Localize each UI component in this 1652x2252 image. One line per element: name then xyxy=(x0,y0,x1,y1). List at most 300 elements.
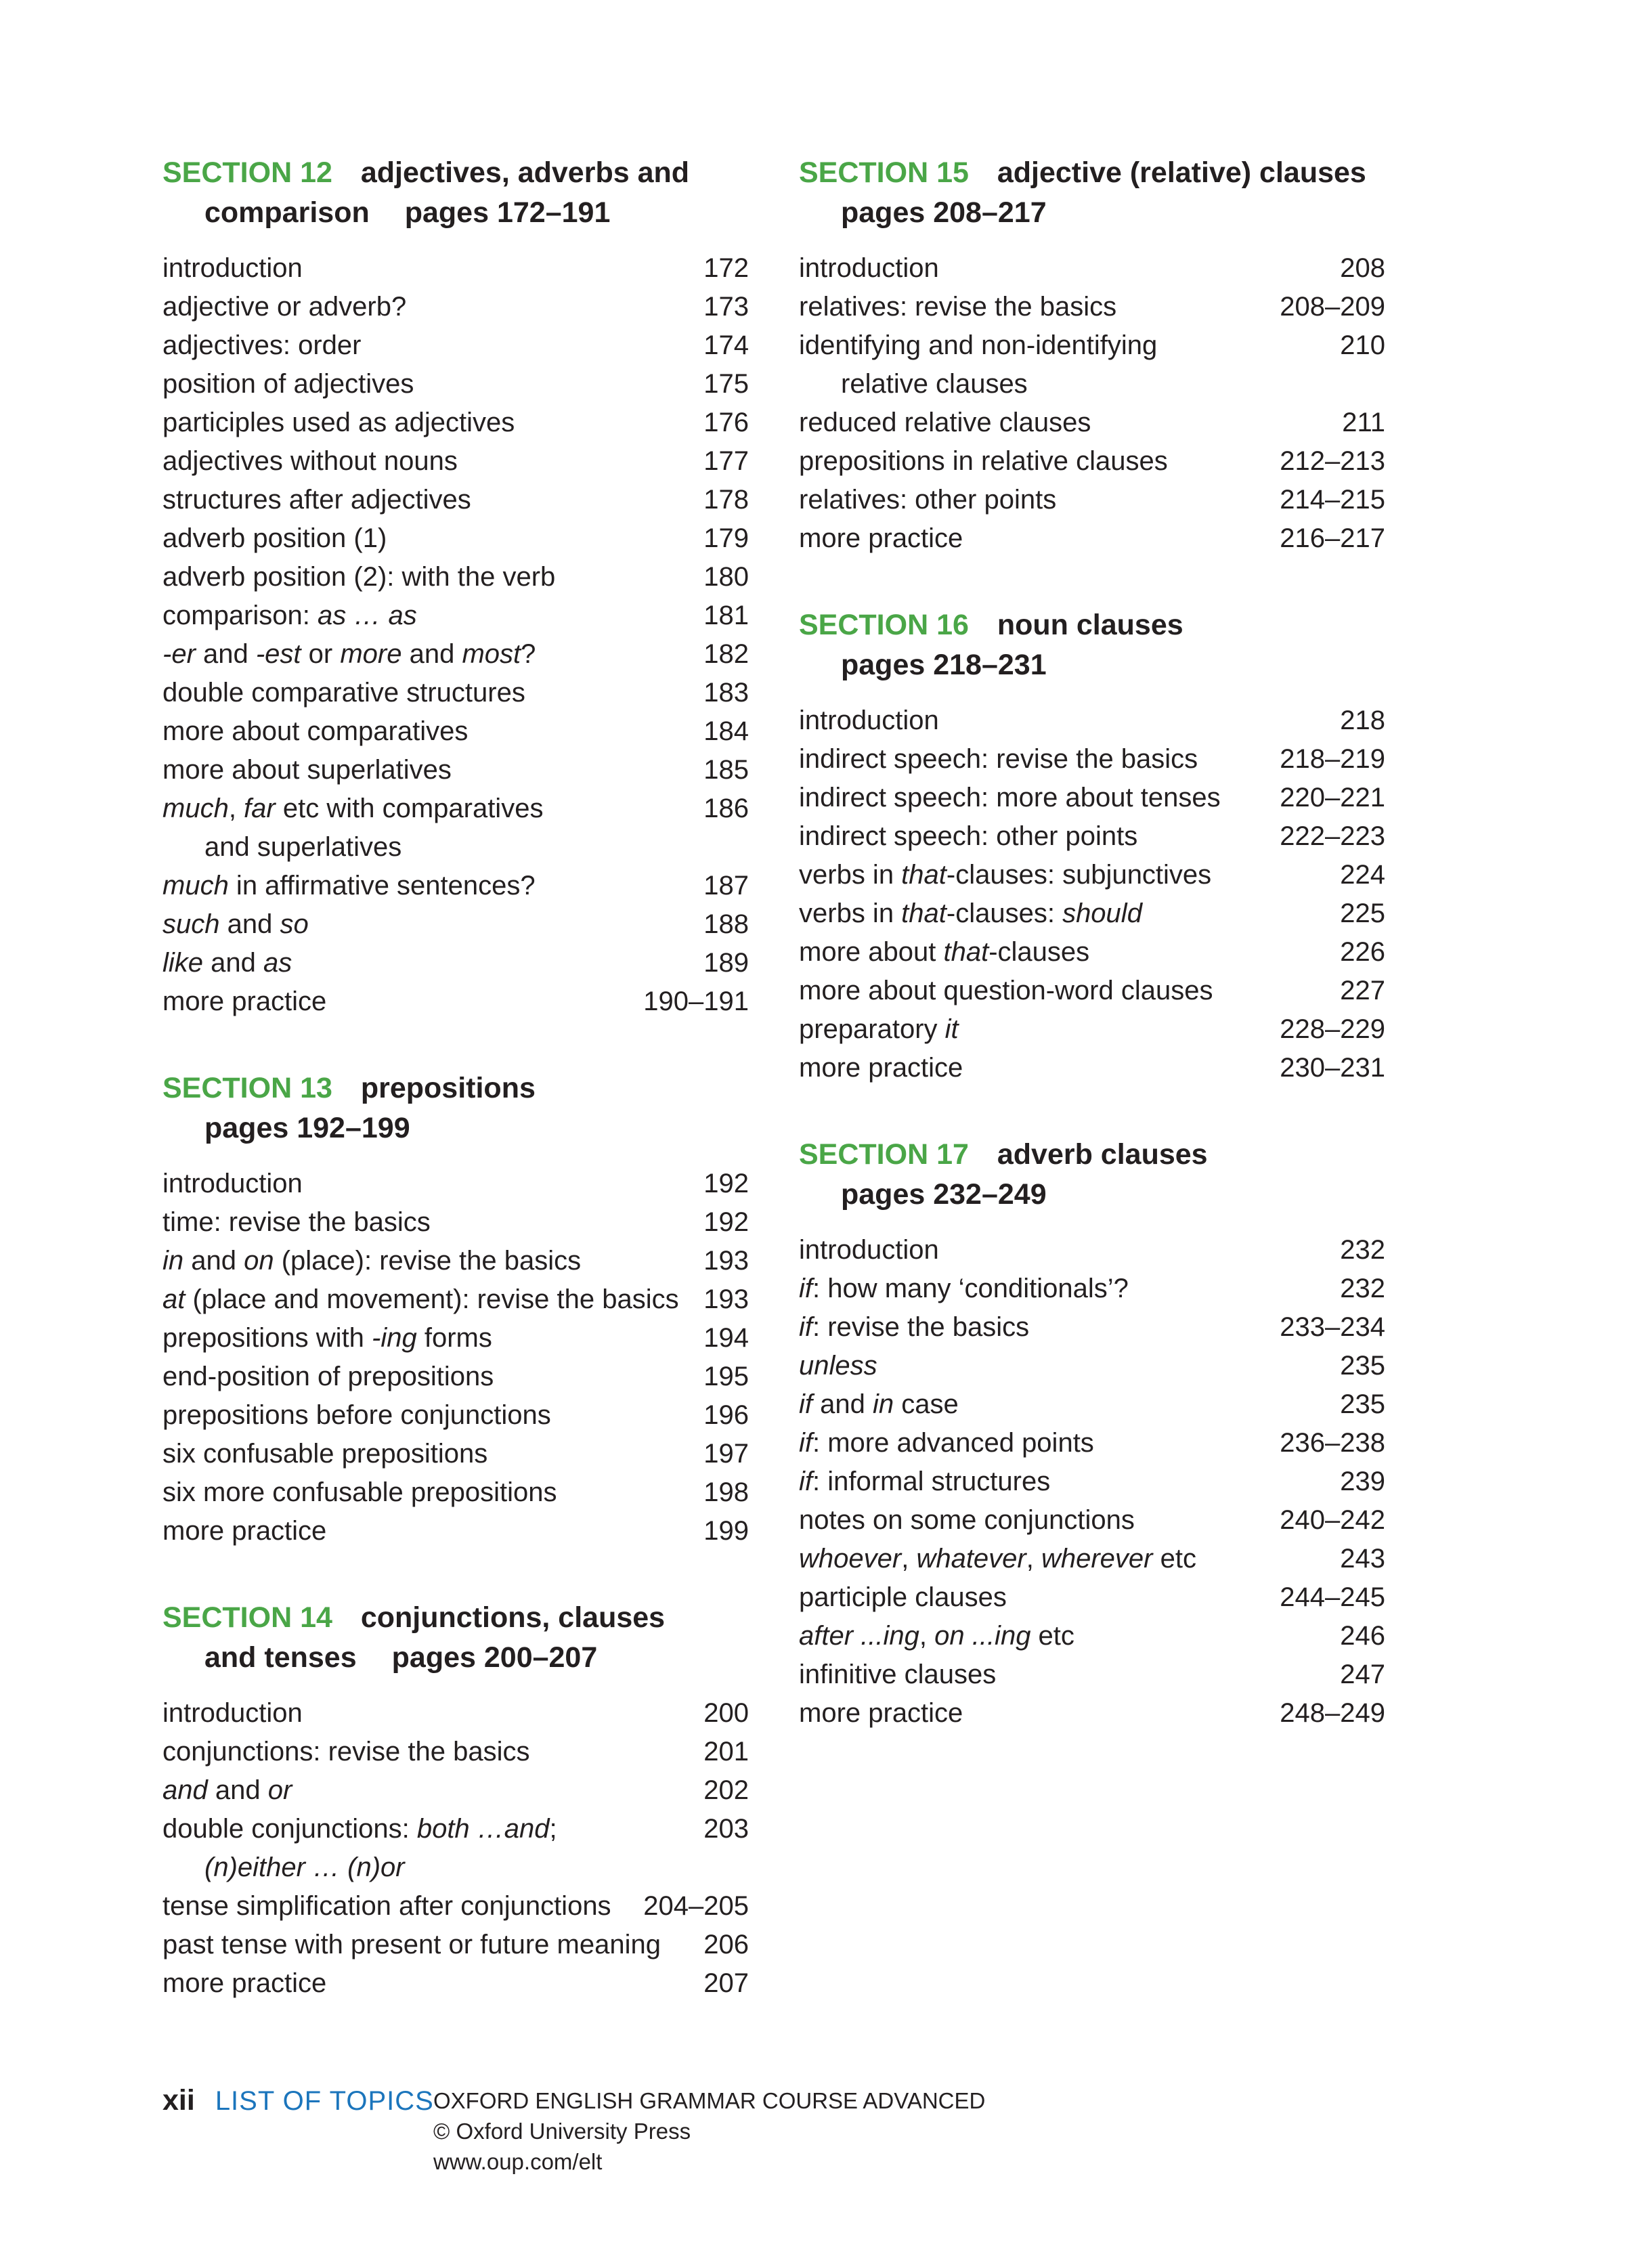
entry-page-number: 193 xyxy=(703,1246,749,1276)
entry-label xyxy=(162,1926,703,1964)
toc-entry xyxy=(162,481,749,519)
footer-imprint xyxy=(433,2085,985,2177)
toc-entry xyxy=(162,365,749,404)
section-number-label: SECTION 16 xyxy=(799,609,969,641)
entry-text: -clauses: xyxy=(946,898,1063,928)
entry-label xyxy=(162,1694,703,1733)
section-pages: pages 172–191 xyxy=(404,196,611,229)
toc-entry xyxy=(162,1733,749,1771)
entry-text: more practice xyxy=(799,523,963,553)
entry-page-number: 181 xyxy=(703,601,749,630)
entry-label xyxy=(162,1435,703,1473)
entry-text-italic: if xyxy=(799,1389,812,1419)
entry-label xyxy=(162,674,703,712)
entry-text-italic: and xyxy=(162,1775,208,1805)
section-pages: pages 192–199 xyxy=(204,1112,410,1144)
entry-text-italic: if xyxy=(799,1428,812,1458)
entry-text-italic: that xyxy=(901,898,947,928)
toc-entry-row xyxy=(162,944,749,982)
toc-entry-row xyxy=(162,1964,749,2003)
toc-entry-row xyxy=(799,288,1385,326)
entry-text-italic: such xyxy=(162,909,220,939)
toc-entry-row xyxy=(162,326,749,365)
entry-text: (place): revise the basics xyxy=(274,1246,582,1276)
footer-section-label: LIST OF TOPICS xyxy=(215,2086,434,2116)
entry-page-number: 208–209 xyxy=(1280,292,1385,322)
section-pages: pages 208–217 xyxy=(841,196,1047,229)
entry-label xyxy=(162,712,703,751)
toc-entry-row xyxy=(162,982,749,1021)
entry-text-italic: as xyxy=(263,948,292,978)
entry-page-number: 210 xyxy=(1340,330,1385,360)
entry-text: position of adjectives xyxy=(162,369,414,399)
entry-page-number: 179 xyxy=(703,523,749,553)
toc-entry-row xyxy=(799,1347,1385,1385)
toc-entry xyxy=(799,442,1385,481)
toc-entry xyxy=(799,1578,1385,1617)
entry-page-number: 218–219 xyxy=(1280,744,1385,774)
entry-page-number: 182 xyxy=(703,639,749,669)
toc-entry-row xyxy=(799,1049,1385,1087)
toc-entry xyxy=(799,326,1385,404)
toc-entry xyxy=(162,1435,749,1473)
toc-entry xyxy=(162,1473,749,1512)
toc-entry-row xyxy=(799,1308,1385,1347)
toc-entry-row xyxy=(162,1694,749,1733)
entry-page-number: 177 xyxy=(703,446,749,476)
toc-entry-row xyxy=(162,1512,749,1551)
entry-text: more practice xyxy=(799,1698,963,1728)
entry-label xyxy=(799,249,1340,288)
toc-entry-row xyxy=(162,249,749,288)
entry-label xyxy=(162,1358,703,1396)
entry-text: more about comparatives xyxy=(162,716,469,746)
entry-page-number: 224 xyxy=(1340,860,1385,890)
entry-page-number: 230–231 xyxy=(1280,1053,1385,1083)
entry-text: conjunctions: revise the basics xyxy=(162,1737,530,1767)
entry-text: past tense with present or future meaning xyxy=(162,1930,661,1959)
section-title: noun clauses xyxy=(988,609,1183,641)
entry-text: (place and movement): revise the basics xyxy=(185,1284,679,1314)
toc-entry xyxy=(799,1501,1385,1540)
section-title: conjunctions, clauses xyxy=(352,1601,666,1634)
toc-entry-row xyxy=(162,789,749,828)
entry-label xyxy=(162,365,703,404)
section-title: adjective (relative) clauses xyxy=(988,156,1366,189)
entry-text: more about superlatives xyxy=(162,755,452,785)
entry-page-number: 222–223 xyxy=(1280,821,1385,851)
toc-entry-row xyxy=(162,1242,749,1280)
entry-label xyxy=(799,481,1280,519)
toc-entry xyxy=(162,1887,749,1926)
toc-entry-row xyxy=(799,740,1385,779)
toc-entry xyxy=(799,288,1385,326)
entry-page-number: 211 xyxy=(1342,408,1385,437)
toc-entry xyxy=(162,751,749,789)
entry-text-italic: much xyxy=(162,871,229,901)
entry-text: indirect speech: more about tenses xyxy=(799,783,1221,813)
entry-label xyxy=(162,249,703,288)
entry-text: prepositions in relative clauses xyxy=(799,446,1168,476)
entry-page-number: 243 xyxy=(1340,1544,1385,1574)
entry-label xyxy=(799,1540,1340,1578)
section-heading-line2 xyxy=(162,1108,749,1148)
entry-label xyxy=(162,1512,703,1551)
entry-label xyxy=(799,1308,1280,1347)
entry-text: double comparative structures xyxy=(162,678,525,708)
section-title: adjectives, adverbs and xyxy=(352,156,690,189)
toc-entry-row xyxy=(162,1165,749,1203)
entry-text: forms xyxy=(416,1323,492,1353)
footer-copyright: © Oxford University Press xyxy=(433,2119,691,2144)
entry-label xyxy=(799,519,1280,558)
toc-entry-row xyxy=(799,933,1385,972)
section-number-label: SECTION 14 xyxy=(162,1601,332,1634)
entry-text-italic: if xyxy=(799,1312,812,1342)
toc-entry-row xyxy=(162,1203,749,1242)
toc-entry xyxy=(162,1242,749,1280)
toc-entry-row xyxy=(799,326,1385,365)
entry-label-continuation xyxy=(162,1848,749,1887)
entry-text: participle clauses xyxy=(799,1582,1007,1612)
entry-page-number: 197 xyxy=(703,1439,749,1469)
toc-section xyxy=(799,1135,1385,1733)
toc-entry-row xyxy=(162,1473,749,1512)
toc-entry xyxy=(162,597,749,635)
entry-page-number: 203 xyxy=(703,1814,749,1844)
entry-page-number: 244–245 xyxy=(1280,1582,1385,1612)
entry-text-italic: in xyxy=(162,1246,184,1276)
entry-page-number: 202 xyxy=(703,1775,749,1805)
toc-entry xyxy=(799,481,1385,519)
entry-text: comparison: xyxy=(162,601,318,630)
toc-entry xyxy=(162,1203,749,1242)
toc-entry-row xyxy=(799,779,1385,817)
section-pages: pages 218–231 xyxy=(841,649,1047,681)
entry-page-number: 188 xyxy=(703,909,749,939)
entry-text-italic: -ing xyxy=(372,1323,417,1353)
footer-book-title: OXFORD ENGLISH GRAMMAR COURSE ADVANCED xyxy=(433,2088,986,2113)
entry-page-number: 180 xyxy=(703,562,749,592)
toc-entry xyxy=(162,288,749,326)
entry-text: indirect speech: revise the basics xyxy=(799,744,1198,774)
toc-entry xyxy=(799,1463,1385,1501)
entry-text: etc with comparatives xyxy=(275,794,544,823)
section-number-label: SECTION 12 xyxy=(162,156,332,189)
entry-text: more about xyxy=(799,937,944,967)
entry-label-continuation xyxy=(162,828,749,867)
toc-entry-row xyxy=(162,751,749,789)
entry-page-number: 199 xyxy=(703,1516,749,1546)
toc-entry xyxy=(162,1319,749,1358)
table-of-contents xyxy=(162,153,1385,2003)
entry-label xyxy=(799,1231,1340,1270)
toc-entry xyxy=(799,1617,1385,1655)
entry-page-number: 204–205 xyxy=(643,1891,749,1921)
entry-page-number: 232 xyxy=(1340,1235,1385,1265)
entry-label xyxy=(162,982,643,1021)
entry-text-italic: as … as xyxy=(317,601,417,630)
entry-page-number: 192 xyxy=(703,1169,749,1198)
entry-page-number: 183 xyxy=(703,678,749,708)
entry-text: , xyxy=(919,1621,935,1651)
entry-label xyxy=(799,894,1340,933)
entry-page-number: 246 xyxy=(1340,1621,1385,1651)
toc-entry-row xyxy=(799,894,1385,933)
section-pages: pages 200–207 xyxy=(391,1641,598,1674)
toc-entry-row xyxy=(162,404,749,442)
entry-label xyxy=(162,867,703,905)
entry-text: more practice xyxy=(162,1516,327,1546)
entry-page-number: 198 xyxy=(703,1477,749,1507)
toc-entry-row xyxy=(799,442,1385,481)
toc-entry xyxy=(162,1694,749,1733)
toc-entry xyxy=(799,972,1385,1010)
entry-text: case xyxy=(894,1389,959,1419)
entry-text-italic: if xyxy=(799,1274,812,1303)
entry-page-number: 178 xyxy=(703,485,749,515)
entry-text: , xyxy=(901,1544,917,1574)
entry-text: verbs in xyxy=(799,898,902,928)
entry-label xyxy=(799,1424,1280,1463)
section-entries xyxy=(162,249,749,1021)
entry-text: etc xyxy=(1152,1544,1196,1574)
toc-entry xyxy=(799,1010,1385,1049)
toc-entry-row xyxy=(162,365,749,404)
entry-text-italic: in xyxy=(872,1389,894,1419)
entry-text: relatives: other points xyxy=(799,485,1057,515)
toc-entry xyxy=(162,1512,749,1551)
entry-page-number: 201 xyxy=(703,1737,749,1767)
entry-label xyxy=(162,635,703,674)
entry-text: adverb position (2): with the verb xyxy=(162,562,556,592)
entry-text: and xyxy=(203,948,263,978)
entry-label xyxy=(162,326,703,365)
entry-text: relative clauses xyxy=(841,369,1028,399)
section-heading xyxy=(162,1068,749,1148)
entry-text: adjectives: order xyxy=(162,330,362,360)
entry-label xyxy=(799,1010,1280,1049)
toc-entry-row xyxy=(799,1424,1385,1463)
entry-label xyxy=(799,1049,1280,1087)
entry-label xyxy=(799,1385,1340,1424)
entry-text: : how many ‘conditionals’? xyxy=(812,1274,1129,1303)
entry-text: preparatory xyxy=(799,1014,945,1044)
entry-text: adjectives without nouns xyxy=(162,446,458,476)
entry-label xyxy=(799,1655,1340,1694)
section-heading-line2 xyxy=(162,193,749,233)
toc-entry-row xyxy=(799,856,1385,894)
toc-entry-row xyxy=(162,867,749,905)
toc-entry xyxy=(162,249,749,288)
entry-page-number: 214–215 xyxy=(1280,485,1385,515)
entry-label xyxy=(799,972,1340,1010)
entry-text-italic: (n)either … (n)or xyxy=(204,1853,405,1882)
entry-label xyxy=(799,442,1280,481)
entry-text: introduction xyxy=(799,706,939,735)
entry-label xyxy=(162,789,703,828)
entry-text-italic: whatever xyxy=(916,1544,1026,1574)
toc-entry-row xyxy=(162,597,749,635)
toc-section xyxy=(162,153,749,1021)
entry-text: adjective or adverb? xyxy=(162,292,407,322)
entry-text-italic: on ...ing xyxy=(934,1621,1031,1651)
entry-text: : more advanced points xyxy=(812,1428,1094,1458)
toc-entry xyxy=(799,740,1385,779)
entry-label xyxy=(162,1964,703,2003)
entry-label xyxy=(799,817,1280,856)
toc-entry xyxy=(799,1308,1385,1347)
entry-text: time: revise the basics xyxy=(162,1207,431,1237)
entry-page-number: 187 xyxy=(703,871,749,901)
section-heading xyxy=(799,605,1385,685)
toc-entry-row xyxy=(162,519,749,558)
entry-label xyxy=(799,288,1280,326)
section-entries xyxy=(799,1231,1385,1733)
toc-entry xyxy=(162,1810,749,1887)
entry-text: introduction xyxy=(162,253,303,283)
toc-entry-row xyxy=(162,288,749,326)
entry-text: six confusable prepositions xyxy=(162,1439,488,1469)
entry-label xyxy=(162,1887,643,1926)
entry-label xyxy=(162,1165,703,1203)
entry-label xyxy=(162,288,703,326)
entry-label xyxy=(799,1578,1280,1617)
toc-entry-row xyxy=(799,1540,1385,1578)
entry-page-number: 206 xyxy=(703,1930,749,1959)
entry-page-number: 239 xyxy=(1340,1467,1385,1496)
toc-entry xyxy=(162,867,749,905)
toc-entry-row xyxy=(799,1578,1385,1617)
entry-text: prepositions before conjunctions xyxy=(162,1400,551,1430)
toc-entry-row xyxy=(162,1435,749,1473)
entry-text: tense simplification after conjunctions xyxy=(162,1891,611,1921)
section-title-line2: and tenses xyxy=(204,1641,357,1674)
entry-text: and superlatives xyxy=(204,832,402,862)
entry-text-italic: -er xyxy=(162,639,196,669)
entry-text-italic: far xyxy=(244,794,276,823)
section-entries xyxy=(799,701,1385,1087)
entry-page-number: 227 xyxy=(1340,976,1385,1005)
toc-entry xyxy=(799,701,1385,740)
entry-text: introduction xyxy=(799,1235,939,1265)
toc-entry xyxy=(799,1385,1385,1424)
entry-label xyxy=(162,905,703,944)
entry-label xyxy=(799,856,1340,894)
toc-entry-row xyxy=(799,1655,1385,1694)
entry-page-number: 247 xyxy=(1340,1660,1385,1689)
toc-entry-row xyxy=(799,1010,1385,1049)
entry-text-italic: whoever xyxy=(799,1544,902,1574)
entry-text-italic: at xyxy=(162,1284,186,1314)
toc-entry xyxy=(799,817,1385,856)
toc-entry xyxy=(162,1964,749,2003)
entry-text: introduction xyxy=(799,253,939,283)
toc-entry xyxy=(799,1424,1385,1463)
entry-text: -clauses: subjunctives xyxy=(946,860,1212,890)
entry-text-italic: more xyxy=(340,639,402,669)
entry-page-number: 235 xyxy=(1340,1351,1385,1381)
entry-page-number: 185 xyxy=(703,755,749,785)
entry-label xyxy=(799,1617,1340,1655)
entry-label xyxy=(162,1203,703,1242)
entry-label xyxy=(162,597,703,635)
toc-entry-row xyxy=(162,1358,749,1396)
toc-entry xyxy=(162,442,749,481)
entry-label xyxy=(162,1319,703,1358)
entry-page-number: 236–238 xyxy=(1280,1428,1385,1458)
section-heading-line2 xyxy=(799,193,1385,233)
toc-entry-row xyxy=(162,1771,749,1810)
section-number-label: SECTION 13 xyxy=(162,1072,332,1104)
entry-text: infinitive clauses xyxy=(799,1660,997,1689)
entry-text: or xyxy=(301,639,341,669)
entry-text-italic: much xyxy=(162,794,229,823)
toc-entry-row xyxy=(162,1319,749,1358)
toc-entry xyxy=(799,856,1385,894)
entry-page-number: 228–229 xyxy=(1280,1014,1385,1044)
entry-text: more practice xyxy=(162,1968,327,1998)
section-number-label: SECTION 17 xyxy=(799,1138,969,1171)
entry-page-number: 172 xyxy=(703,253,749,283)
entry-text: indirect speech: other points xyxy=(799,821,1138,851)
toc-section xyxy=(162,1068,749,1551)
entry-label xyxy=(162,404,703,442)
toc-entry-row xyxy=(162,674,749,712)
entry-page-number: 212–213 xyxy=(1280,446,1385,476)
footer-page-number: xii xyxy=(162,2084,195,2117)
entry-label xyxy=(162,558,703,597)
entry-text-italic: most xyxy=(462,639,521,669)
section-title: adverb clauses xyxy=(988,1138,1208,1171)
entry-label xyxy=(799,740,1280,779)
section-number-label: SECTION 15 xyxy=(799,156,969,189)
entry-text: verbs in xyxy=(799,860,902,890)
toc-entry xyxy=(162,1396,749,1435)
toc-entry xyxy=(162,944,749,982)
toc-entry-row xyxy=(162,635,749,674)
toc-entry-row xyxy=(799,1617,1385,1655)
toc-entry xyxy=(162,519,749,558)
left-column xyxy=(162,153,749,2003)
toc-entry-row xyxy=(162,442,749,481)
entry-label xyxy=(799,1501,1280,1540)
toc-entry xyxy=(799,519,1385,558)
entry-text: and xyxy=(401,639,462,669)
entry-text: prepositions with xyxy=(162,1323,372,1353)
entry-text: participles used as adjectives xyxy=(162,408,515,437)
entry-text-italic: it xyxy=(944,1014,959,1044)
toc-entry xyxy=(799,1540,1385,1578)
toc-entry xyxy=(162,905,749,944)
toc-entry xyxy=(162,635,749,674)
toc-entry xyxy=(799,894,1385,933)
entry-label xyxy=(799,1463,1340,1501)
right-column xyxy=(799,153,1385,2003)
toc-entry-row xyxy=(799,481,1385,519)
entry-text: reduced relative clauses xyxy=(799,408,1091,437)
toc-entry-row xyxy=(162,481,749,519)
toc-entry-row xyxy=(162,1810,749,1848)
entry-text-italic: that xyxy=(901,860,947,890)
entry-text-italic: like xyxy=(162,948,204,978)
entry-page-number: 192 xyxy=(703,1207,749,1237)
entry-text: and xyxy=(812,1389,873,1419)
footer-website: www.oup.com/elt xyxy=(433,2149,603,2174)
toc-entry xyxy=(162,404,749,442)
toc-entry xyxy=(162,1358,749,1396)
entry-text: and xyxy=(219,909,280,939)
